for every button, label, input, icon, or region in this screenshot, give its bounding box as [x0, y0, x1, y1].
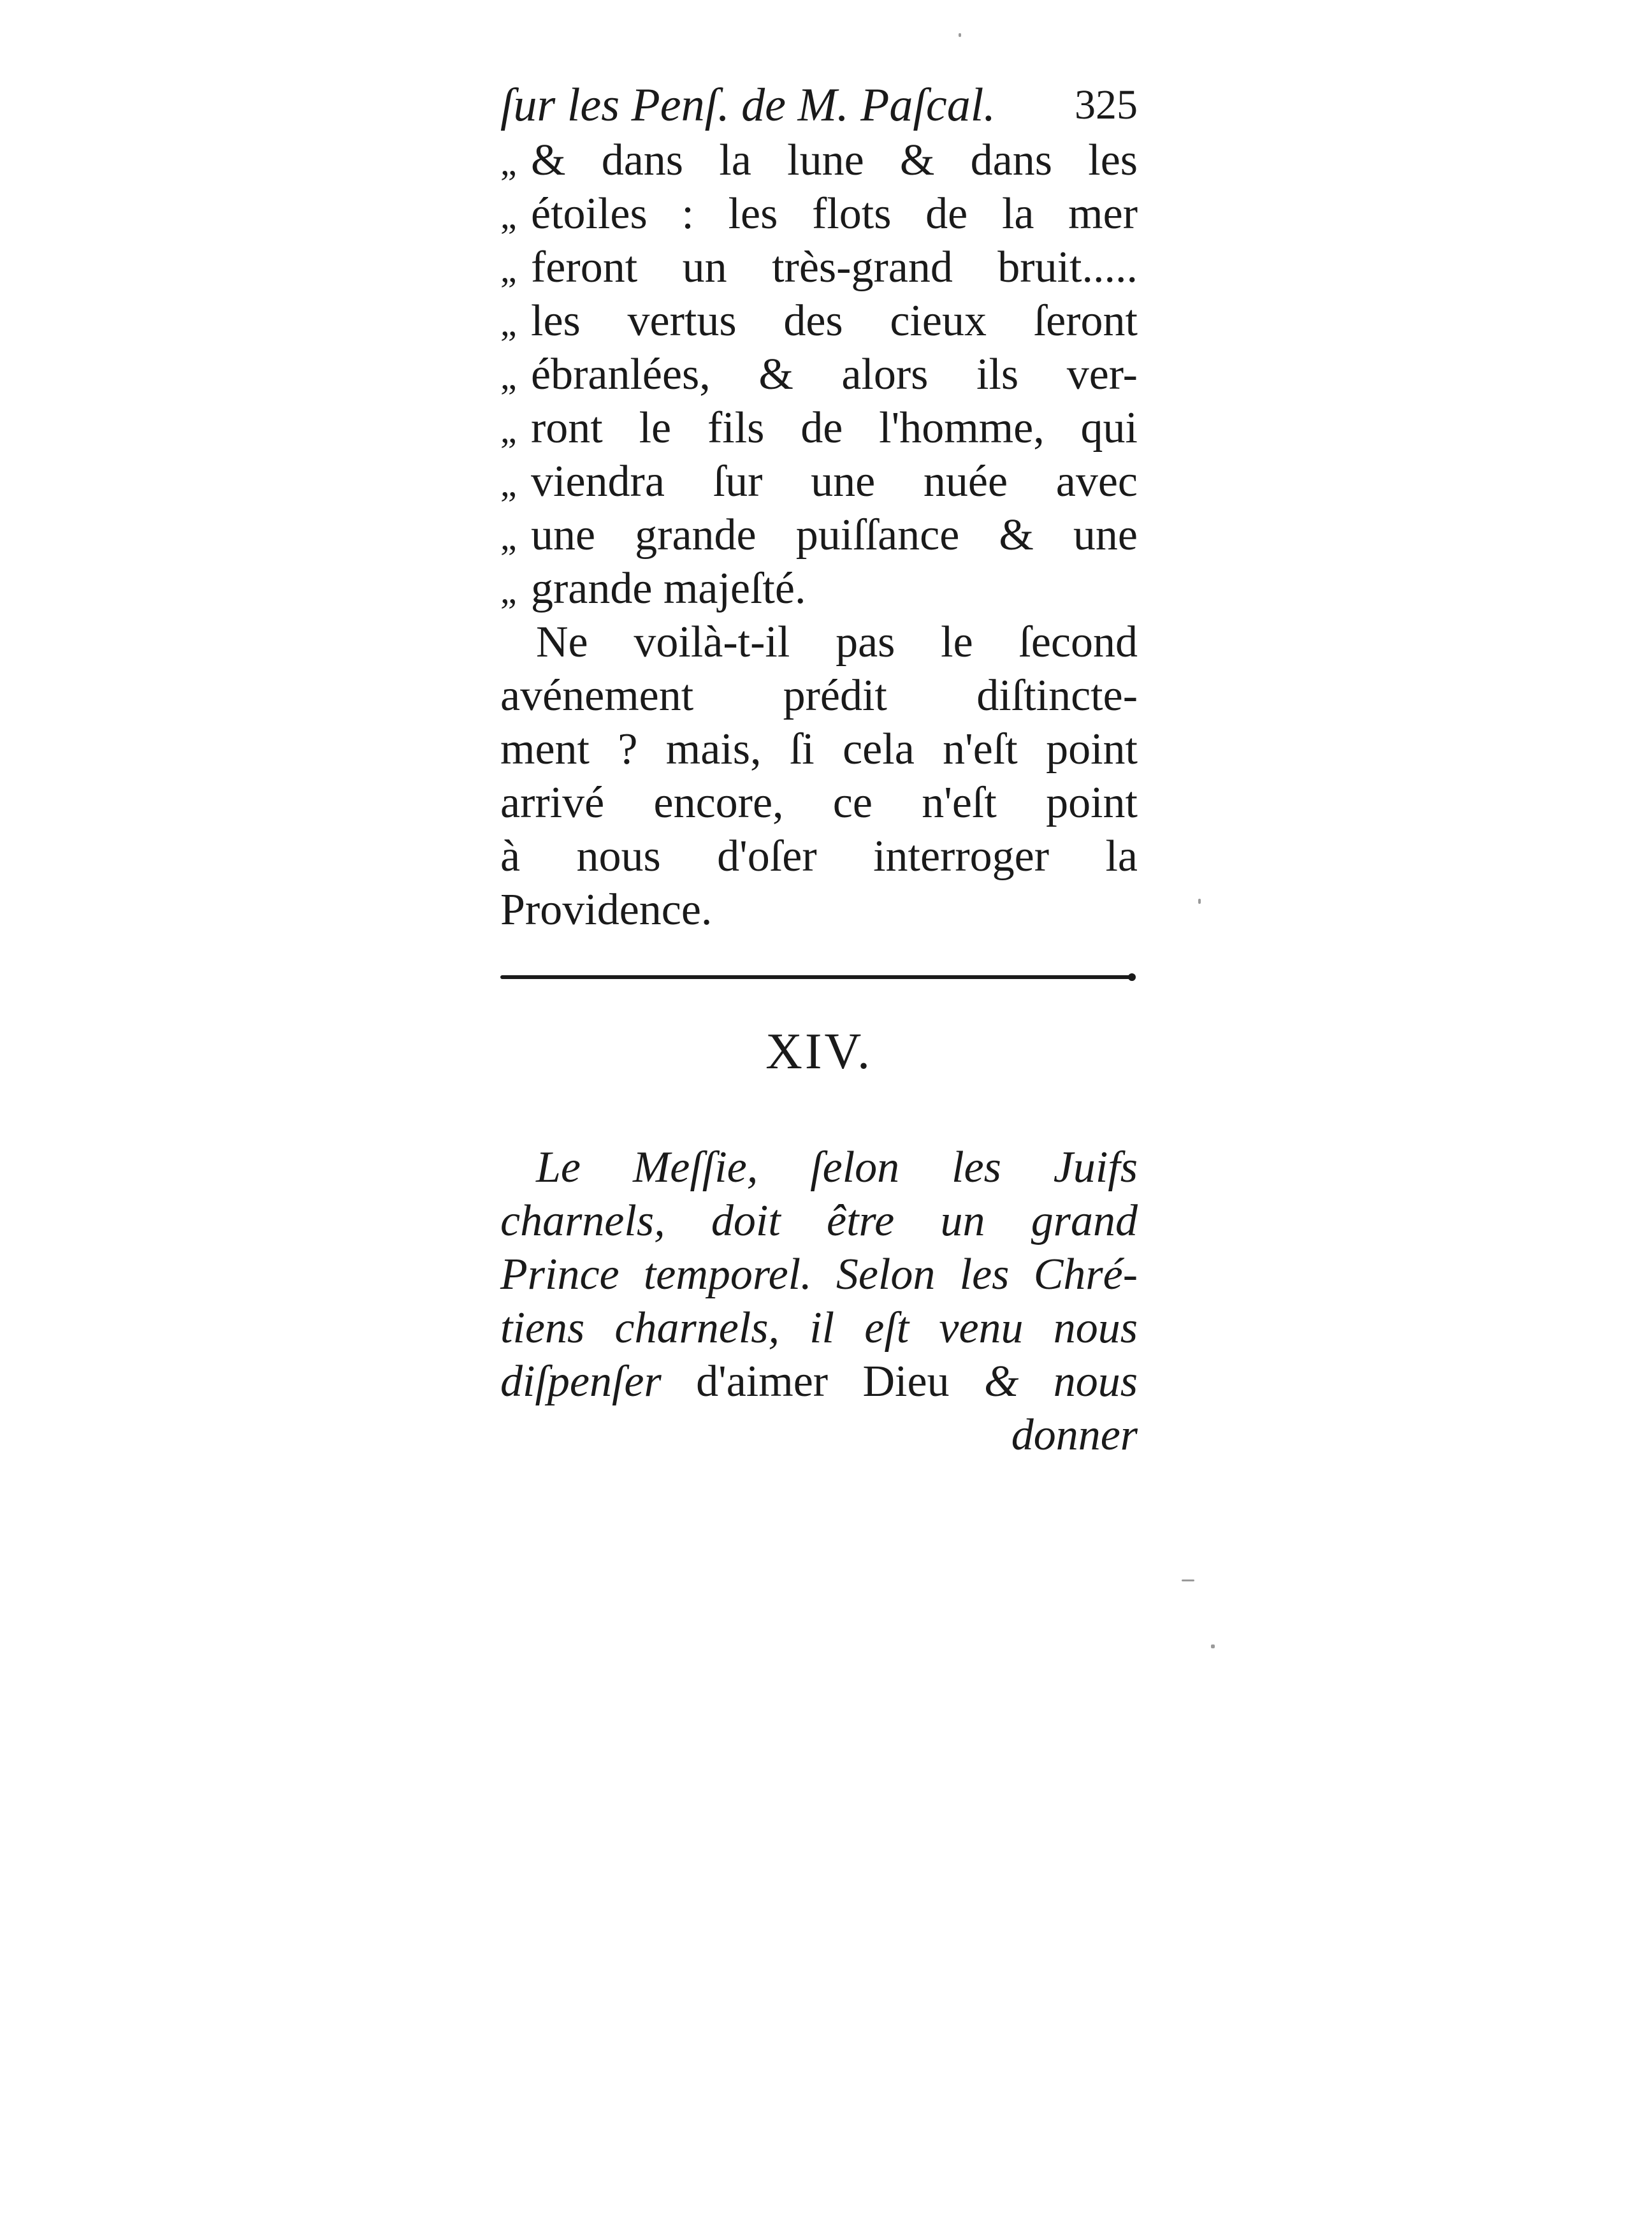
paragraph-line: avénement prédit diſtincte- — [500, 671, 1138, 720]
page-number: 325 — [1075, 82, 1138, 128]
quote-mark: „ — [500, 463, 517, 504]
running-head — [500, 76, 1138, 134]
quote-line: „ grande majeſté. — [500, 562, 1138, 616]
quote-mark: „ — [500, 516, 517, 558]
italic-line: Prince temporel. Selon les Chré- — [500, 1250, 1138, 1299]
paper-speck — [1211, 1644, 1215, 1648]
section-heading: XIV. — [765, 1024, 873, 1080]
paragraph-line: à nous d'oſer interroger la — [500, 832, 1138, 881]
quote-mark: „ — [500, 570, 517, 611]
catchword: donner — [1011, 1411, 1138, 1460]
quote-line: „ les vertus des cieux ſeront — [500, 294, 1138, 348]
paragraph-line: ment ? mais, ſi cela n'eſt point — [500, 725, 1138, 774]
quote-mark: „ — [500, 356, 517, 397]
paragraph-line: Ne voilà-t-il pas le ſecond — [536, 618, 1138, 667]
quote-mark: „ — [500, 249, 517, 290]
quote-line: „ étoiles : les flots de la mer — [500, 187, 1138, 241]
quote-line: „ une grande puiſſance & une — [500, 509, 1138, 562]
quote-mark: „ — [500, 142, 517, 183]
paper-speck — [1182, 1579, 1194, 1581]
quote-mark: „ — [500, 195, 517, 236]
quote-line: „ & dans la lune & dans les — [500, 134, 1138, 187]
quote-line: „ feront un très-grand bruit..... — [500, 241, 1138, 294]
paper-speck — [959, 33, 961, 37]
section-divider — [500, 975, 1131, 979]
quote-mark: „ — [500, 302, 517, 344]
paragraph-line: arrivé encore, ce n'eſt point — [500, 778, 1138, 827]
paragraph-line: Providence. — [500, 885, 713, 934]
running-head-title: ſur les Penſ. de M. Paſcal. — [500, 79, 996, 131]
quote-line: „ ront le fils de l'homme, qui — [500, 402, 1138, 455]
quote-line: „ viendra ſur une nuée avec — [500, 455, 1138, 509]
paper-speck — [1198, 899, 1201, 904]
italic-line: tiens charnels, il eſt venu nous — [500, 1303, 1138, 1353]
divider-ornament — [1128, 973, 1136, 981]
italic-line: Le Meſſie, ſelon les Juifs — [536, 1143, 1138, 1192]
mixed-line: diſpenſer d'aimer Dieu & nous — [500, 1357, 1138, 1406]
quote-mark: „ — [500, 409, 517, 451]
quote-line: „ ébranlées, & alors ils ver- — [500, 348, 1138, 402]
italic-line: charnels, doit être un grand — [500, 1196, 1138, 1245]
